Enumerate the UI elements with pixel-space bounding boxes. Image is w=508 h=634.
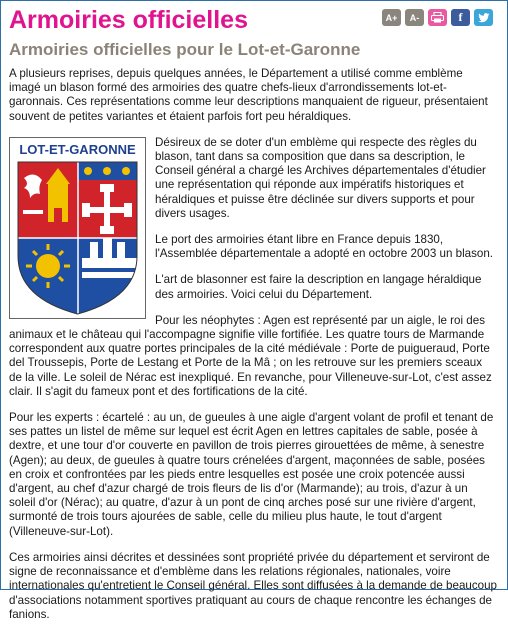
arms-banner: LOT-ET-GARONNE <box>19 141 136 157</box>
paragraph-desire: Désireux de se doter d'un emblème qui respecte des règles du blason, tant dans sa composition que dans sa description, le Conseil général a chargé les Archives départementales d'étudier une représentation qui réponde aux impératifs historiques et héraldiques et puisse être déclinée sur divers supports et pour divers usages. <box>155 135 486 220</box>
toolbar <box>382 9 493 26</box>
print-icon[interactable] <box>428 9 447 26</box>
decrease-font-button[interactable]: A- <box>405 9 424 26</box>
article-body <box>9 67 497 634</box>
paragraph-intro: A plusieurs reprises, depuis quelques années, le Département a utilisé comme emblème imagé un blason formé des armoiries des quatre chefs-lieux d'arrondissements lot-et-garonnais. Ces représentations comme leur descriptions manquaient de rigueur, présentaient souvent de petites variantes et étaient parfois fort peu héraldiques. <box>9 67 488 123</box>
paragraph-ownership: Ces armoiries ainsi décrites et dessinées sont propriété privée du département et serviront de signe de reconnaissance et d'emblème dans les relations régionales, nationales, voire internationales qu'entretient le Conseil général. Elles sont diffusées à la demande de beaucoup d'associations notamment sportives pratiquant au cours de chaque rencontre les échanges de fanions. <box>9 550 497 621</box>
coat-of-arms-image <box>9 137 146 319</box>
paragraph-neophytes: Pour les néophytes : Agen est représenté par un aigle, le roi des animaux et le château qui l'accompagne signifie ville fortifiée. Les quatre tours de Marmande correspondent aux quatre portes principales de la cité médiévale : Porte de puigueraud, Porte del Troussepis, Porte de Lestang et Porte de la Mâ ; on les retrouve sur les premiers sceaux de la ville. Le soleil de Nérac est inexpliqué. En revanche, pour Villeneuve-sur-Lot, c'est assez clair. Il s'agit du fameux pont et des fortifications de la cité. <box>9 313 492 398</box>
paragraph-adoption: Le port des armoiries étant libre en France depuis 1830, l'Assemblée départementale a adopté en octobre 2003 un blason. <box>155 233 494 261</box>
paragraph-blazon-intro: L'art de blasonner est faire la description en langage héraldique des armoiries. Voici celui du Département. <box>155 273 482 301</box>
twitter-icon[interactable] <box>474 9 493 26</box>
page-subtitle: Armoiries officielles pour le Lot-et-Garonne <box>9 40 361 59</box>
increase-font-button[interactable]: A+ <box>382 9 401 26</box>
paragraph-experts: Pour les experts : écartelé : au un, de gueules à une aigle d'argent volant de profil et tenant de ses pattes un listel de même sur lequel est écrit Agen en lettres capitales de sable, posée à dextre, et une tour d'or couverte en pavillon de trois pierres girouettées de même, à senestre (Agen); au deux, de gueules à quatre tours crénelées d'argent, maçonnées de sable, posées en croix et confrontées par les pieds entre lesquelles est posée une croix potencée aussi d'argent, au chef d'azur chargé de trois fleurs de lis d'or (Marmande); au trois, d'azur à un soleil d'or (Nérac); au quatre, d'azur à un pont de cinq arches posé sur une rivière d'argent, surmonté de trois tours ajourées de sable, celle du milieu plus haute, le tout d'argent (Villeneuve-sur-Lot). <box>9 411 494 538</box>
page-title: Armoiries officielles <box>9 6 248 34</box>
facebook-icon[interactable]: f <box>451 9 470 26</box>
